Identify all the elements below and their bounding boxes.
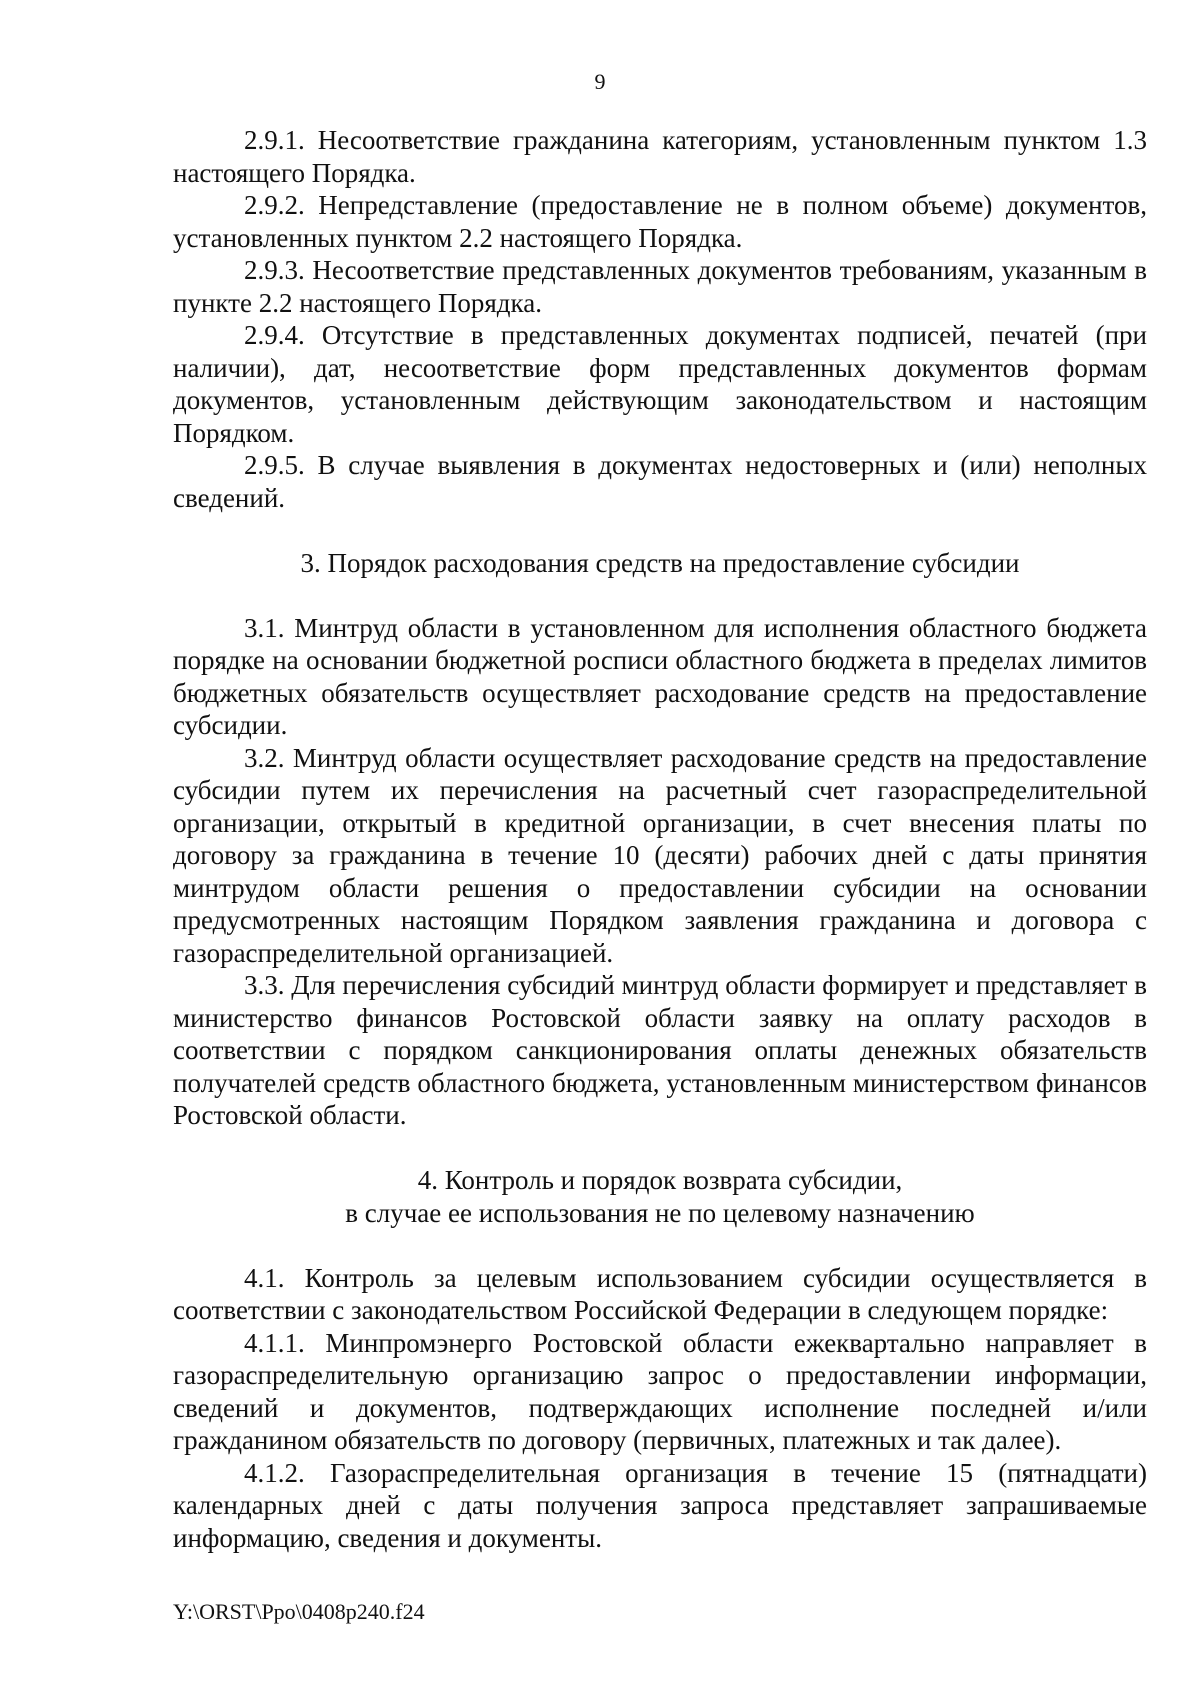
paragraph-4-1: 4.1. Контроль за целевым использованием субсидии осуществляется в соответствии с законодательством Российской Федерации в следующем порядке: bbox=[173, 1262, 1147, 1325]
footer-file-path: Y:\ORST\Ppo\0408p240.f24 bbox=[173, 1599, 425, 1624]
paragraph-3-1: 3.1. Минтруд области в установленном для исполнения областного бюджета порядке на основании бюджетной росписи областного бюджета в пределах лимитов бюджетных обязательств осуществляет расходование средств на предоставление субсидии. bbox=[173, 612, 1147, 740]
paragraph-2-9-2: 2.9.2. Непредставление (предоставление не в полном объеме) документов, установленных пунктом 2.2 настоящего Порядка. bbox=[173, 190, 1147, 253]
paragraph-2-9-3: 2.9.3. Несоответствие представленных документов требованиям, указанным в пункте 2.2 настоящего Порядка. bbox=[173, 255, 1147, 318]
spacer bbox=[173, 1132, 1147, 1165]
section-3-heading: 3. Порядок расходования средств на предоставление субсидии bbox=[300, 547, 1020, 578]
spacer bbox=[173, 514, 1147, 547]
paragraph-2-9-4: 2.9.4. Отсутствие в представленных документах подписей, печатей (при наличии), дат, несоответствие форм представленных документов формам документов, установленным действующим законодательством и настоящим Порядком. bbox=[173, 320, 1147, 448]
spacer bbox=[173, 1229, 1147, 1262]
paragraph-4-1-1: 4.1.1. Минпромэнерго Ростовской области ежеквартально направляет в газораспределительную организацию запрос о предоставлении информации, сведений и документов, подтверждающих исполнение последней и/или гражданином обязательств по договору (первичных, платежных и так далее). bbox=[173, 1327, 1147, 1455]
paragraph-2-9-5: 2.9.5. В случае выявления в документах недостоверных и (или) неполных сведений. bbox=[173, 450, 1147, 513]
paragraph-2-9-1: 2.9.1. Несоответствие гражданина категориям, установленным пунктом 1.3 настоящего Порядка. bbox=[173, 125, 1147, 188]
paragraph-4-1-2: 4.1.2. Газораспределительная организация в течение 15 (пятнадцати) календарных дней с даты получения запроса представляет запрашиваемые информацию, сведения и документы. bbox=[173, 1457, 1147, 1553]
paragraph-3-3: 3.3. Для перечисления субсидий минтруд области формирует и представляет в министерство финансов Ростовской области заявку на оплату расходов в соответствии с порядком санкционирования оплаты денежных обязательств получателей средств областного бюджета, установленным министерством финансов Ростовской области. bbox=[173, 970, 1147, 1130]
paragraph-3-2: 3.2. Минтруд области осуществляет расходование средств на предоставление субсидии путем их перечисления на расчетный счет газораспределительной организации, открытый в кредитной организации, в счет внесения платы по договору за гражданина в течение 10 (десяти) рабочих дней с даты принятия минтрудом области решения о предоставлении субсидии на основании предусмотренных настоящим Порядком заявления гражданина и договора с газораспределительной организацией. bbox=[173, 742, 1147, 968]
section-4-heading-line-1: 4. Контроль и порядок возврата субсидии, bbox=[417, 1165, 903, 1195]
page-number: 9 bbox=[594, 69, 606, 94]
spacer bbox=[173, 579, 1147, 612]
section-4-heading-line-2: в случае ее использования не по целевому назначению bbox=[345, 1197, 975, 1228]
document-body bbox=[173, 124, 1147, 1554]
